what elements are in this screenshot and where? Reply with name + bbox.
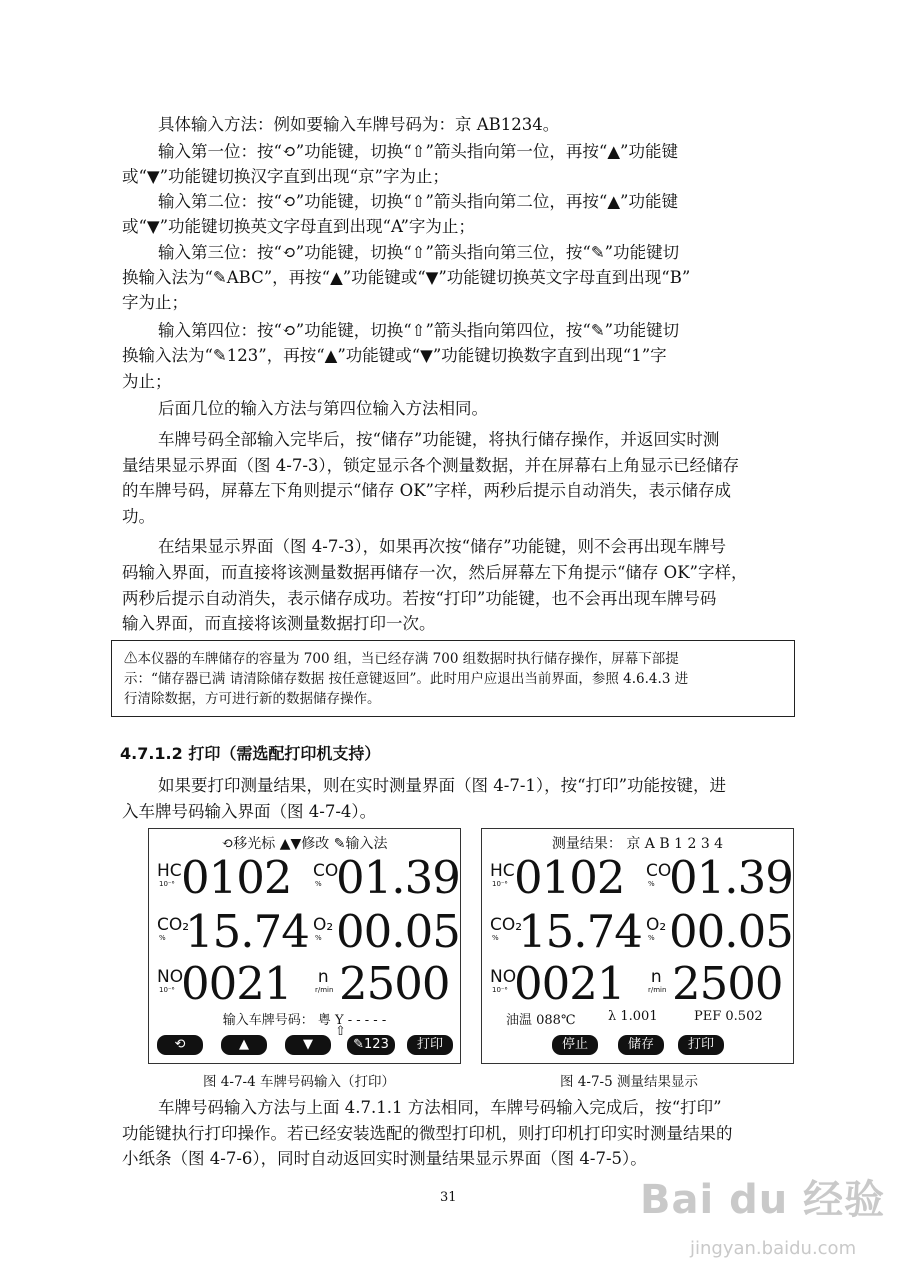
print-button[interactable]: 打印 <box>407 1035 453 1055</box>
hc-unit: 10⁻⁶ <box>159 880 175 888</box>
text-line: 两秒后提示自动消失，表示储存成功。若按“打印”功能键，也不会再出现车牌号码 <box>122 589 717 608</box>
text-line: 字为止； <box>122 293 188 312</box>
print-button[interactable]: 打印 <box>678 1035 724 1055</box>
no-unit: 10⁻⁶ <box>159 986 175 994</box>
text-line: 如果要打印测量结果，则在实时测量界面（图 4-7-1），按“打印”功能按键，进 <box>158 776 727 795</box>
no-unit: 10⁻⁶ <box>492 986 508 994</box>
note-line: 行清除数据，方可进行新的数据储存操作。 <box>124 691 381 707</box>
co-unit: % <box>648 880 655 888</box>
note-line: ⚠本仪器的车牌储存的容量为 700 组，当已经存满 700 组数据时执行储存操作，屏幕下部提 <box>124 651 679 667</box>
button-bar <box>482 1035 793 1057</box>
watermark-url: jingyan.baidu.com <box>690 1238 857 1259</box>
hc-label: HC <box>490 861 515 881</box>
o2-label: O₂ <box>646 915 667 935</box>
text-line: 功。 <box>122 507 155 526</box>
oil-temp: 油温 088℃ <box>506 1013 576 1028</box>
text-line: 具体输入方法：例如要输入车牌号码为：京 AB1234。 <box>158 115 560 134</box>
text-line: 车牌号码全部输入完毕后，按“储存”功能键，将执行储存操作，并返回实时测 <box>158 430 720 449</box>
lambda-value: λ 1.001 <box>608 1009 658 1024</box>
page-number: 31 <box>440 1190 457 1205</box>
hc-unit: 10⁻⁶ <box>492 880 508 888</box>
result-title: 测量结果： 京 A B 1 2 3 4 <box>551 836 724 852</box>
input-method-button[interactable]: ✎123 <box>347 1035 395 1055</box>
button-bar <box>149 1035 460 1057</box>
text-line: 换输入法为“✎ABC”，再按“▲”功能键或“▼”功能键切换英文字母直到出现“B” <box>122 268 691 287</box>
co2-unit: % <box>159 934 166 942</box>
text-line: 输入第三位：按“⟲”功能键，切换“⇧”箭头指向第三位，按“✎”功能键切 <box>158 243 680 262</box>
text-line: 后面几位的输入方法与第四位输入方法相同。 <box>158 399 488 418</box>
o2-value: 00.05 <box>669 905 793 958</box>
text-line: 的车牌号码，屏幕左下角则提示“储存 OK”字样，两秒后提示自动消失，表示储存成 <box>122 481 731 500</box>
co2-value: 15.74 <box>185 905 309 958</box>
pef-value: PEF 0.502 <box>694 1009 763 1024</box>
text-line: 输入第一位：按“⟲”功能键，切换“⇧”箭头指向第一位，再按“▲”功能键 <box>158 142 678 161</box>
section-heading: 4.7.1.2 打印（需选配打印机支持） <box>120 744 381 763</box>
figure-caption: 图 4-7-4 车牌号码输入（打印） <box>203 1074 395 1090</box>
figure-caption: 图 4-7-5 测量结果显示 <box>560 1074 698 1090</box>
text-line: 换输入法为“✎123”，再按“▲”功能键或“▼”功能键切换数字直到出现“1”字 <box>122 346 667 365</box>
text-line: 在结果显示界面（图 4-7-3），如果再次按“储存”功能键，则不会再出现车牌号 <box>158 537 727 556</box>
screen-hint: ⟲移光标 ▲▼修改 ✎输入法 <box>221 836 388 852</box>
no-value: 0021 <box>514 957 625 1010</box>
hc-value: 0102 <box>514 851 625 904</box>
rpm-value: 2500 <box>672 957 783 1010</box>
text-line: 或“▼”功能键切换汉字直到出现“京”字为止； <box>122 167 449 186</box>
no-label: NO <box>157 967 184 987</box>
co2-unit: % <box>492 934 499 942</box>
text-line: 车牌号码输入方法与上面 4.7.1.1 方法相同，车牌号码输入完成后，按“打印” <box>158 1098 722 1117</box>
o2-label: O₂ <box>313 915 334 935</box>
co2-label: CO₂ <box>157 915 190 935</box>
stop-button[interactable]: 停止 <box>552 1035 598 1055</box>
rpm-unit: r/min <box>648 986 667 994</box>
cycle-cursor-button[interactable]: ⟲ <box>157 1035 203 1055</box>
hc-label: HC <box>157 861 182 881</box>
co-value: 01.39 <box>336 851 460 904</box>
screen-result-display <box>481 828 794 1064</box>
co-label: CO <box>313 861 339 881</box>
text-line: 量结果显示界面（图 4-7-3），锁定显示各个测量数据，并在屏幕右上角显示已经储存 <box>122 456 740 475</box>
text-line: 功能键执行打印操作。若已经安装选配的微型打印机，则打印机打印实时测量结果的 <box>122 1124 733 1143</box>
o2-unit: % <box>315 934 322 942</box>
rpm-value: 2500 <box>339 957 450 1010</box>
co-unit: % <box>315 880 322 888</box>
note-line: 示：“储存器已满 请清除储存数据 按任意键返回”。此时用户应退出当前界面，参照 4.6.4.3 进 <box>124 671 689 687</box>
rpm-label: n <box>650 967 662 987</box>
no-value: 0021 <box>181 957 292 1010</box>
rpm-label: n <box>317 967 329 987</box>
hc-value: 0102 <box>181 851 292 904</box>
cursor-arrow-icon: ⇧ <box>335 1024 346 1039</box>
o2-unit: % <box>648 934 655 942</box>
watermark-logo: Bai du 经验 <box>640 1177 886 1223</box>
rpm-unit: r/min <box>315 986 334 994</box>
text-line: 输入第二位：按“⟲”功能键，切换“⇧”箭头指向第二位，再按“▲”功能键 <box>158 192 678 211</box>
text-line: 小纸条（图 4-7-6），同时自动返回实时测量结果显示界面（图 4-7-5）。 <box>122 1149 647 1168</box>
text-line: 为止； <box>122 372 172 391</box>
no-label: NO <box>490 967 517 987</box>
down-button[interactable]: ▼ <box>285 1035 331 1055</box>
screen-plate-input <box>148 828 461 1064</box>
co2-value: 15.74 <box>518 905 642 958</box>
o2-value: 00.05 <box>336 905 460 958</box>
plate-input-field[interactable]: 输入车牌号码： 粤 Y - - - - - <box>222 1013 387 1028</box>
co-label: CO <box>646 861 672 881</box>
text-line: 码输入界面，而直接将该测量数据再储存一次，然后屏幕左下角提示“储存 OK”字样， <box>122 563 748 582</box>
warning-note <box>111 640 795 717</box>
up-button[interactable]: ▲ <box>221 1035 267 1055</box>
text-line: 入车牌号码输入界面（图 4-7-4）。 <box>122 802 377 821</box>
save-button[interactable]: 储存 <box>618 1035 664 1055</box>
co-value: 01.39 <box>669 851 793 904</box>
text-line: 或“▼”功能键切换英文字母直到出现“A”字为止； <box>122 217 475 236</box>
text-line: 输入界面，而直接将该测量数据打印一次。 <box>122 614 436 633</box>
text-line: 输入第四位：按“⟲”功能键，切换“⇧”箭头指向第四位，按“✎”功能键切 <box>158 321 680 340</box>
co2-label: CO₂ <box>490 915 523 935</box>
